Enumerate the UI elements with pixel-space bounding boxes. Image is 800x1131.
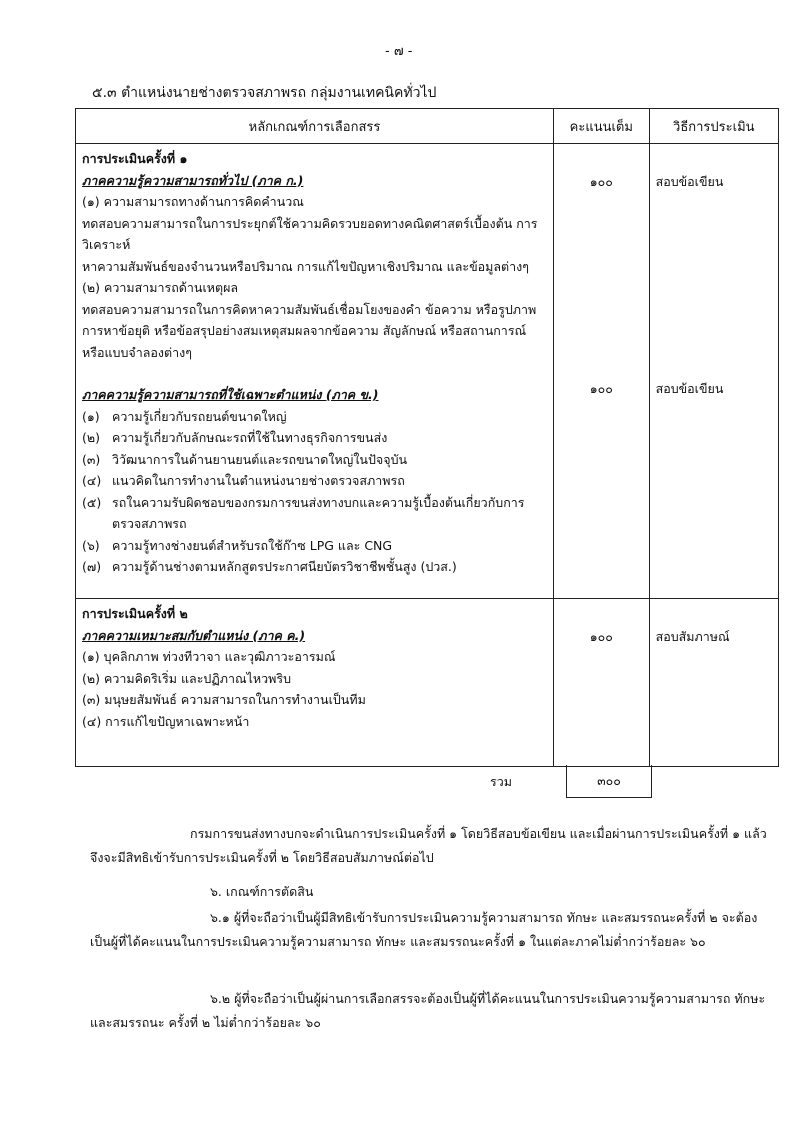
total-value: ๓๐๐ — [566, 765, 652, 798]
partB-title: ภาคความรู้ความสามารถที่ใช้เฉพาะตำแหน่ง (ภาค ข.) — [82, 387, 379, 402]
item-text: ความรู้เกี่ยวกับลักษณะรถที่ใช้ในทางธุรกิจการขนส่ง — [112, 430, 388, 445]
partC-line: (๔) การแก้ไขปัญหาเฉพาะหน้า — [82, 713, 250, 729]
item-text: ความรู้ทางช่างยนต์สำหรับรถใช้ก๊าซ LPG และ CNG — [112, 537, 393, 553]
header-method: วิธีการประเมิน — [649, 109, 778, 144]
partC-line: (๒) ความคิดริเริ่ม และปฏิภาณไหวพริบ — [82, 670, 292, 686]
item-number: (๗) — [82, 559, 102, 574]
partB-method: สอบข้อเขียน — [655, 381, 724, 396]
item-number: (๑) — [82, 408, 100, 424]
round1-criteria — [76, 144, 554, 599]
partA-line: ทดสอบความสามารถในการประยุกต์ใช้ความคิดรวบยอดทางคณิตศาสตร์เบื้องต้น การวิเคราะห์ — [82, 215, 538, 252]
partC-score: ๑๐๐ — [589, 629, 613, 644]
partA-title: ภาคความรู้ความสามารถทั่วไป (ภาค ก.) — [82, 172, 304, 188]
partA-line: การหาข้อยุติ หรือข้อสรุปอย่างสมเหตุสมผลจากข้อความ สัญลักษณ์ หรือสถานการณ์ — [82, 323, 527, 338]
header-score: คะแนนเต็ม — [554, 109, 650, 144]
list-item — [82, 427, 547, 449]
partA-line: ทดสอบความสามารถในการคิดหาความสัมพันธ์เชื่อมโยงของคำ ข้อความ หรือรูปภาพ — [82, 301, 537, 317]
partC-line: (๑) บุคลิกภาพ ท่วงทีวาจา และวุฒิภาวะอารมณ์ — [82, 649, 336, 664]
section6-heading: ๖. เกณฑ์การตัดสิน — [210, 884, 314, 899]
item-number: (๖) — [82, 537, 100, 553]
partA-line: หรือแบบจำลองต่างๆ — [82, 344, 192, 360]
header-criteria: หลักเกณฑ์การเลือกสรร — [76, 109, 554, 144]
round1-methods — [649, 144, 778, 599]
round2-title: การประเมินครั้งที่ ๒ — [82, 606, 188, 621]
round1-title: การประเมินครั้งที่ ๑ — [82, 151, 188, 166]
page-number: - ๗ - — [385, 44, 413, 59]
item-text: รถในความรับผิดชอบของกรมการขนส่งทางบกและความรู้เบื้องต้นเกี่ยวกับการตรวจสภาพรถ — [112, 494, 525, 531]
item-number: (๒) — [82, 430, 100, 445]
section6-item1: ๖.๑ ผู้ที่จะถือว่าเป็นผู้มีสิทธิเข้ารับการประเมินความรู้ความสามารถ ทักษะ และสมรรถนะครั้งที่ ๒ จะต้องเป็นผู้ที่ได้คะแนนในการประเมินความรู้ความสามารถ ทักษะ และสมรรถนะครั้งที่ ๑ ในแต่ละภาคไม่ต่ำกว่าร้อยละ ๖๐ — [90, 910, 758, 949]
partA-score: ๑๐๐ — [589, 174, 613, 189]
section-title: ๕.๓ ตำแหน่งนายช่างตรวจสภาพรถ กลุ่มงานเทคนิคทั่วไป — [92, 85, 437, 101]
list-item — [82, 449, 547, 471]
list-item — [82, 470, 547, 492]
item-number: (๓) — [82, 451, 101, 467]
item-number: (๔) — [82, 473, 102, 488]
item-text: แนวคิดในการทำงานในตำแหน่งนายช่างตรวจสภาพรถ — [112, 473, 405, 488]
list-item — [82, 492, 547, 535]
list-item — [82, 556, 547, 578]
summary-paragraph: กรมการขนส่งทางบกจะดำเนินการประเมินครั้งที่ ๑ โดยวิธีสอบข้อเขียน และเมื่อผ่านการประเมินครั้งที่ ๑ แล้ว จึงจะมีสิทธิเข้ารับการประเมินครั้งที่ ๒ โดยวิธีสอบสัมภาษณ์ต่อไป — [90, 826, 767, 865]
item-text: วิวัฒนาการในด้านยานยนต์และรถขนาดใหญ่ในปัจจุบัน — [112, 451, 408, 467]
partA-line: (๑) ความสามารถทางด้านการคิดคำนวณ — [82, 194, 304, 209]
partB-score: ๑๐๐ — [589, 381, 613, 396]
item-text: ความรู้เกี่ยวกับรถยนต์ขนาดใหญ่ — [112, 408, 287, 424]
partA-line: (๒) ความสามารถด้านเหตุผล — [82, 280, 239, 295]
table-header-row — [76, 109, 779, 144]
partC-line: (๓) มนุษยสัมพันธ์ ความสามารถในการทำงานเป็นทีม — [82, 692, 366, 707]
list-item — [82, 406, 547, 428]
round2-criteria — [76, 599, 554, 767]
table-row-round1 — [76, 144, 779, 599]
round2-score — [554, 599, 650, 767]
item-text: ความรู้ด้านช่างตามหลักสูตรประกาศนียบัตรวิชาชีพชั้นสูง (ปวส.) — [112, 559, 457, 574]
total-label: รวม — [490, 774, 512, 789]
partA-method: สอบข้อเขียน — [655, 174, 724, 189]
partC-method: สอบสัมภาษณ์ — [655, 629, 730, 644]
partA-line: หาความสัมพันธ์ของจำนวนหรือปริมาณ การแก้ไขปัญหาเชิงปริมาณ และข้อมูลต่างๆ — [82, 258, 530, 274]
criteria-table — [75, 108, 779, 767]
list-item — [82, 535, 547, 557]
section6-item2: ๖.๒ ผู้ที่จะถือว่าเป็นผู้ผ่านการเลือกสรรจะต้องเป็นผู้ที่ได้คะแนนในการประเมินความรู้ความสามารถ ทักษะ และสมรรถนะ ครั้งที่ ๒ ไม่ต่ำกว่าร้อยละ ๖๐ — [90, 991, 766, 1030]
item-number: (๕) — [82, 494, 102, 510]
table-row-round2 — [76, 599, 779, 767]
partC-title: ภาคความเหมาะสมกับตำแหน่ง (ภาค ค.) — [82, 627, 306, 643]
round2-method — [649, 599, 778, 767]
round1-scores — [554, 144, 650, 599]
